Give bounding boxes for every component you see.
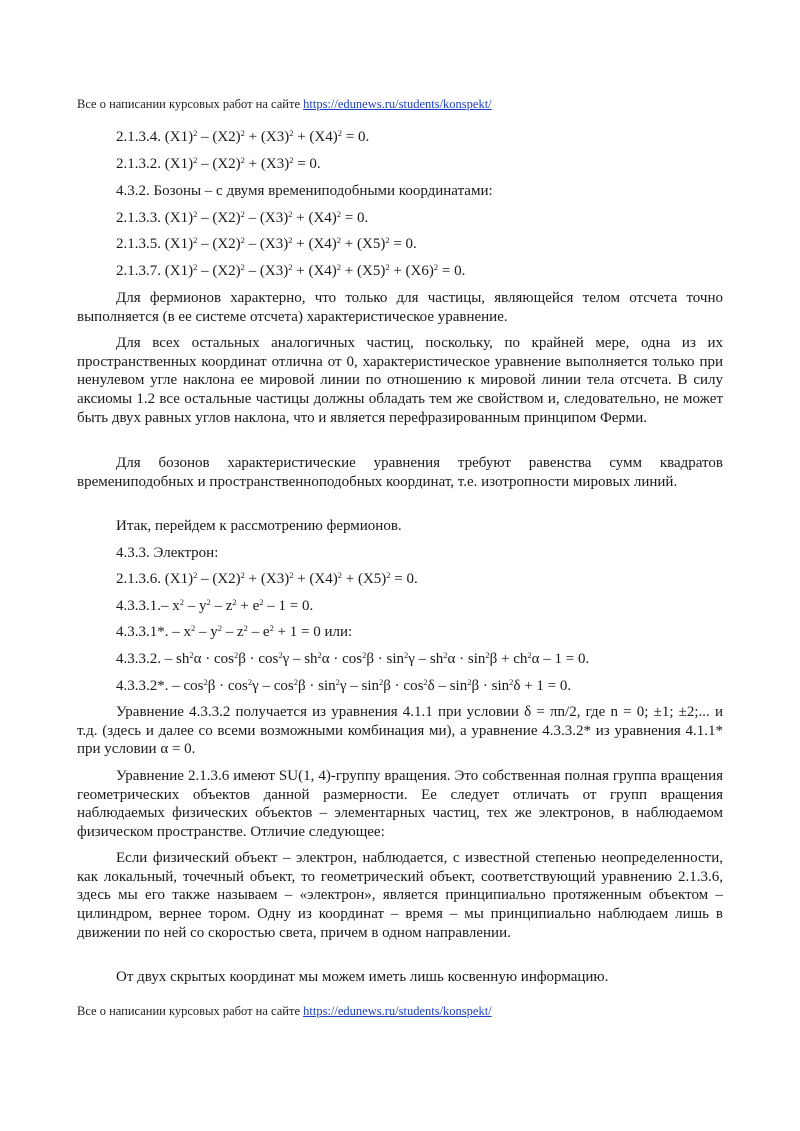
paragraph-itak: Итак, перейдем к рассмотрению фермионов. [116,518,402,534]
heading-electron: 4.3.3. Электрон: [116,545,219,561]
footer-link[interactable]: https://edunews.ru/students/konspekt/ [303,1004,492,1018]
page-header [77,97,492,112]
equation-4-3-3-2-star: 4.3.3.2*. – $\cos^2\beta \cdot \cos^2\gamma - \cos^2\beta \cdot \sin^2\gamma - \sin^2\beta \cdot \cos^2\delta - \sin^2\beta \cdot \sin^2\delta + 1 = 0$. [116,677,572,694]
header-link[interactable]: https://edunews.ru/students/konspekt/ [303,97,492,111]
equation-2-1-3-6: 2.1.3.6. $(X1)^2 - (X2)^2 + (X3)^2 + (X4)^2 + (X5)^2 = 0$. [116,570,418,587]
equation-4-3-3-1: 4.3.3.1.– $x^2 - y^2 - z^2 + e^2 - 1 = 0$. [116,597,314,614]
header-text: Все о написании курсовых работ на сайте [77,97,304,111]
paragraph-all-others: Для всех остальных аналогичных частиц, поскольку, по крайней мере, одна из их пространственных координат отлична от 0, характеристическое уравнение выполняется только при ненулевом угле наклона ее мировой линии по отношению к мировой линии тела отсчета. В силу аксиомы 1.2 все остальные частицы должны обладать тем же свойством и, следовательно, не может быть двух равных углов наклона, что и является перефразированным принципом Ферми. [77,335,723,426]
equation-2-1-3-5: 2.1.3.5. $(X1)^2 - (X2)^2 - (X3)^2 + (X4)^2 + (X5)^2 = 0$. [116,235,417,252]
equation-2-1-3-2: 2.1.3.2. $(X1)^2 - (X2)^2 + (X3)^2 = 0$. [116,155,321,172]
heading-bosons: 4.3.2. Бозоны – с двумя времениподобными координатами: [116,183,493,199]
paragraph-su14-group: Уравнение 2.1.3.6 имеют SU(1, 4)-группу вращения. Это собственная полная группа вращения геометрических объектов данной размерности. Ее следует отличать от групп вращения наблюдаемых физических объектов – элементарных частиц, тех же электронов, в наблюдаемом физическом пространстве. Отличие следующее: [77,768,723,841]
footer-text: Все о написании курсовых работ на сайте [77,1004,304,1018]
paragraph-hidden-coordinates: От двух скрытых координат мы можем иметь лишь косвенную информацию. [116,969,609,985]
paragraph-physical-object: Если физический объект – электрон, наблюдается, с известной степенью неопределенности, как локальный, точечный объект, то геометрический объект, соответствующий уравнению 2.1.3.6, здесь мы его также называем – «электрон», является принципиально протяженным объектом – цилиндром, вернее тором. Одну из координат – время – мы принципиально наблюдаем лишь в движении по ней со скоростью света, причем в одном направлении. [77,850,723,941]
paragraph-bosons: Для бозонов характеристические уравнения требуют равенства сумм квадратов времениподобных и пространственноподобных координат, т.е. изотропности мировых линий. [77,455,723,490]
equation-2-1-3-7: 2.1.3.7. $(X1)^2 - (X2)^2 - (X3)^2 + (X4)^2 + (X5)^2 + (X6)^2 = 0$. [116,262,466,279]
paragraph-fermions: Для фермионов характерно, что только для частицы, являющейся телом отсчета точно выполняется (в ее системе отсчета) характеристическое уравнение. [77,290,723,325]
equation-2-1-3-4: 2.1.3.4. $(X1)^2 - (X2)^2 + (X3)^2 + (X4)^2 = 0$. [116,128,370,145]
paragraph-equation-derivation: Уравнение 4.3.3.2 получается из уравнения 4.1.1 при условии δ = πn/2, где n = 0; ±1; ±2;... и т.д. (здесь и далее со всеми возможными комбинация ми), а уравнение 4.3.3.2* из уравнения 4.1.1* при условии α = 0. [77,704,723,758]
page-footer [77,1004,492,1019]
equation-4-3-3-2: 4.3.3.2. – $sh^2\alpha \cdot \cos^2\beta \cdot \cos^2\gamma - sh^2\alpha \cdot \cos^2\beta \cdot \sin^2\gamma - sh^2\alpha \cdot \sin^2\beta + ch^2\alpha - 1 = 0$. [116,650,590,667]
equation-2-1-3-3: 2.1.3.3. $(X1)^2 - (X2)^2 - (X3)^2 + (X4)^2 = 0$. [116,209,369,226]
equation-4-3-3-1-star: 4.3.3.1*. – $x^2 - y^2 - z^2 - e^2 + 1 = 0$ или: [116,623,353,640]
